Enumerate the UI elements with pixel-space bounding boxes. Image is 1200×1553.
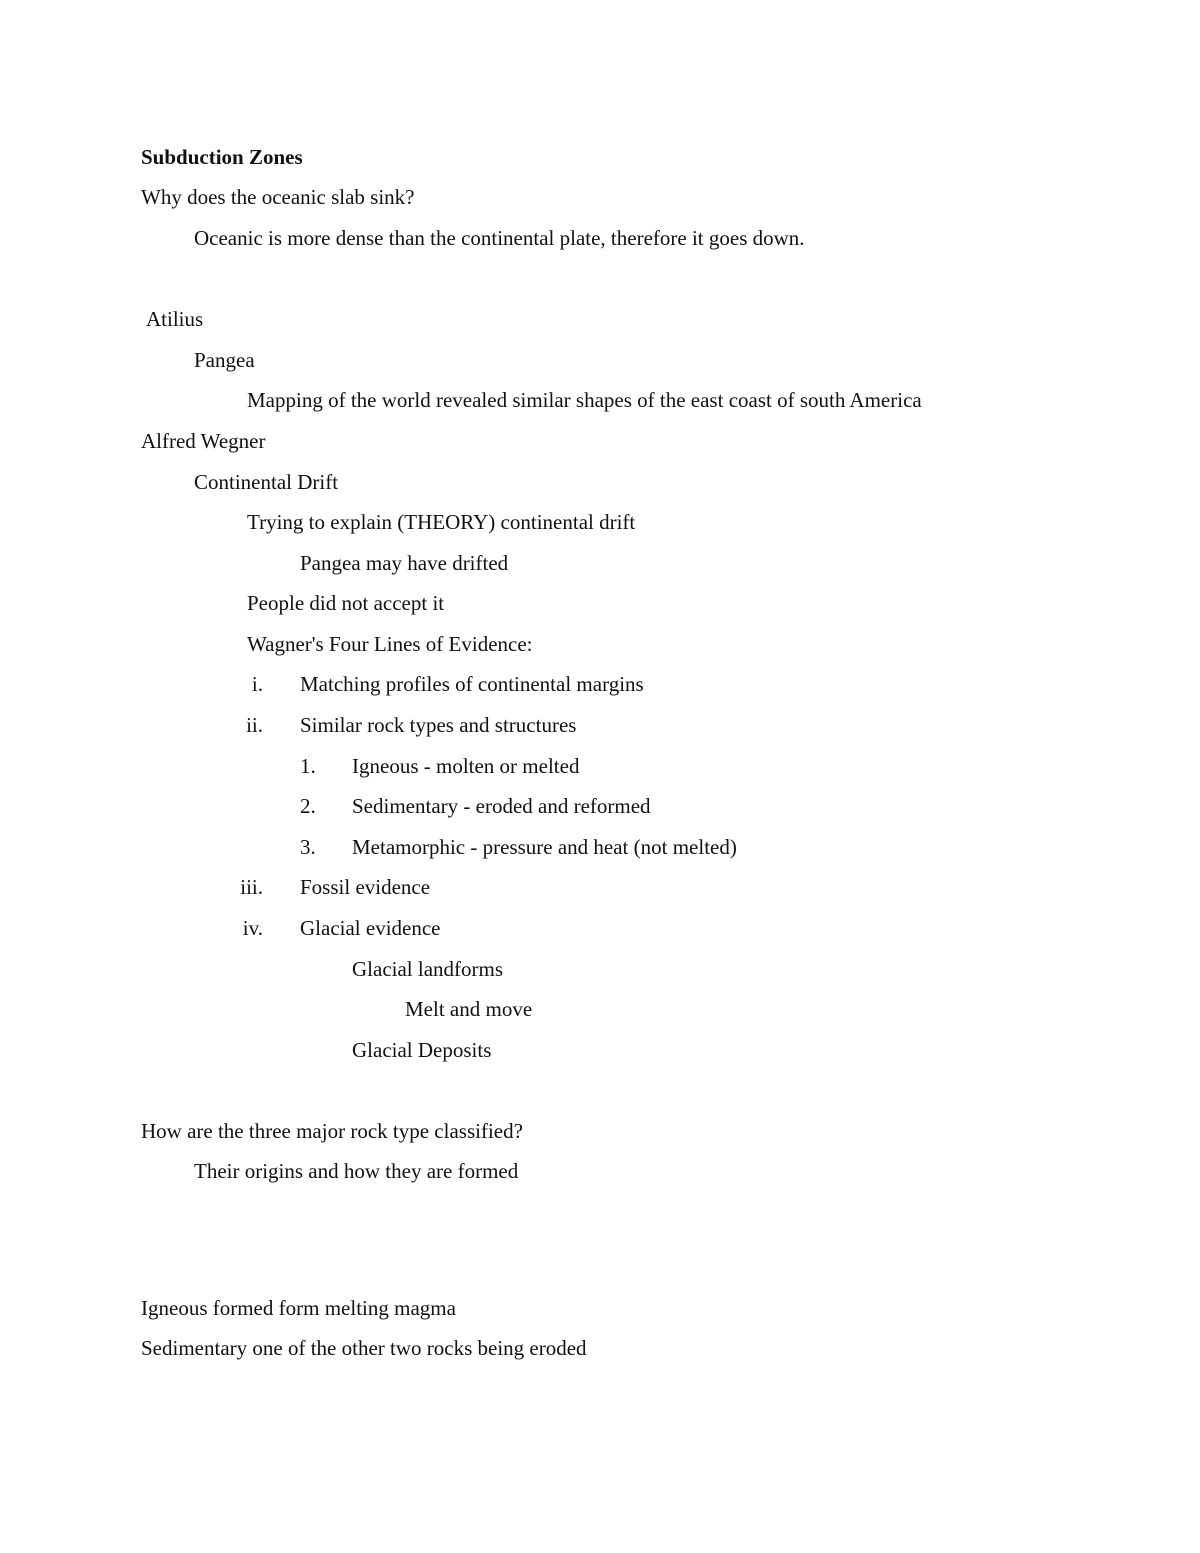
list-marker: iii. bbox=[240, 875, 263, 899]
name-line: Atilius bbox=[146, 307, 204, 331]
note-line: Glacial landforms bbox=[352, 957, 504, 981]
list-item: Igneous - molten or melted bbox=[352, 754, 580, 778]
question-line: How are the three major rock type classified? bbox=[141, 1119, 523, 1143]
list-item: Matching profiles of continental margins bbox=[300, 672, 644, 696]
list-marker: iv. bbox=[242, 916, 263, 940]
list-marker: 1. bbox=[300, 754, 316, 778]
note-line: Mapping of the world revealed similar shapes of the east coast of south America bbox=[247, 388, 922, 412]
list-marker: 2. bbox=[300, 794, 316, 818]
answer-line: Oceanic is more dense than the continental plate, therefore it goes down. bbox=[194, 226, 805, 250]
list-item: Metamorphic - pressure and heat (not melted) bbox=[352, 835, 737, 859]
note-line: Igneous formed form melting magma bbox=[141, 1296, 456, 1320]
note-line: Pangea may have drifted bbox=[300, 551, 509, 575]
note-line: Glacial Deposits bbox=[352, 1038, 492, 1062]
note-line: Trying to explain (THEORY) continental drift bbox=[247, 510, 636, 534]
note-line: Sedimentary one of the other two rocks being eroded bbox=[141, 1336, 587, 1360]
topic-line: Continental Drift bbox=[194, 470, 339, 494]
list-marker: ii. bbox=[246, 713, 263, 737]
list-item: Sedimentary - eroded and reformed bbox=[352, 794, 651, 818]
list-item: Similar rock types and structures bbox=[300, 713, 577, 737]
list-item: Glacial evidence bbox=[300, 916, 441, 940]
answer-line: Their origins and how they are formed bbox=[194, 1159, 519, 1183]
note-line: Wagner's Four Lines of Evidence: bbox=[247, 632, 533, 656]
list-marker: i. bbox=[251, 672, 263, 696]
note-line: Melt and move bbox=[405, 997, 533, 1021]
note-line: People did not accept it bbox=[247, 591, 445, 615]
topic-line: Pangea bbox=[194, 348, 255, 372]
question-line: Why does the oceanic slab sink? bbox=[141, 185, 415, 209]
list-marker: 3. bbox=[300, 835, 316, 859]
document-heading: Subduction Zones bbox=[141, 145, 303, 169]
name-line: Alfred Wegner bbox=[141, 429, 266, 453]
list-item: Fossil evidence bbox=[300, 875, 431, 899]
